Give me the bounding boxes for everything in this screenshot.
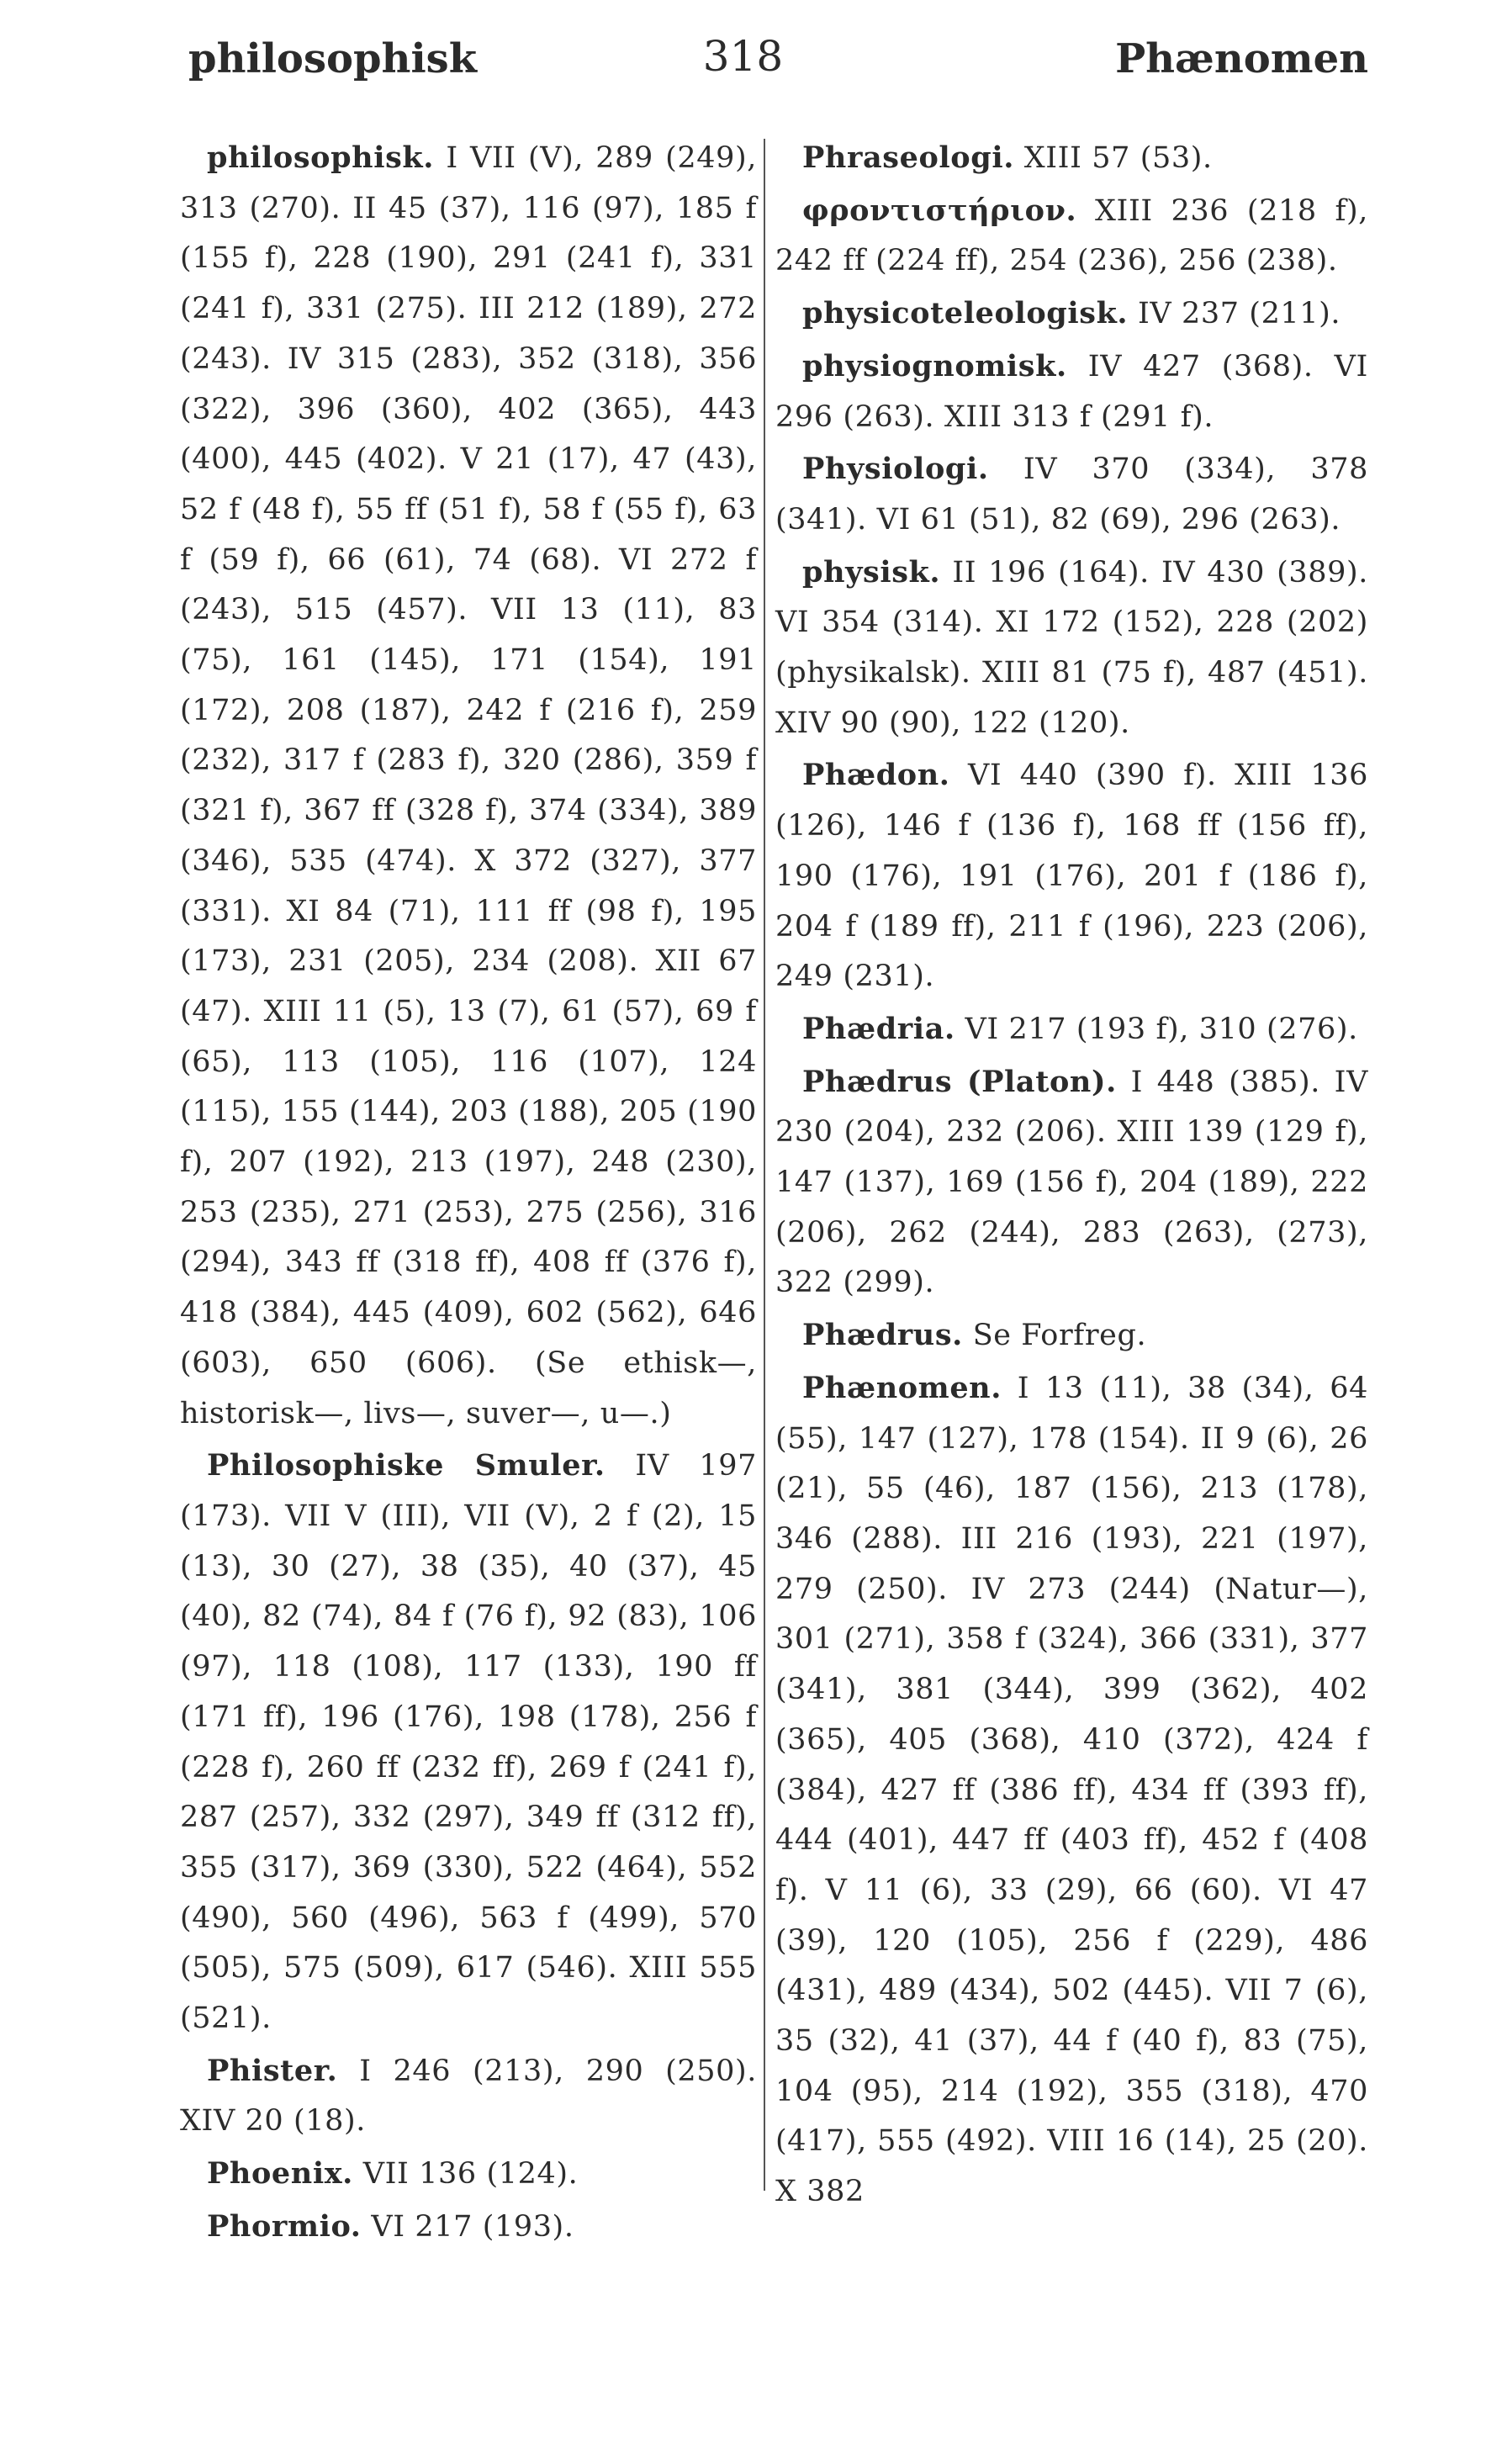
entry-references: Se Forfreg.	[972, 1319, 1147, 1353]
index-entry	[180, 2149, 757, 2200]
page-header	[0, 32, 1486, 91]
entry-headword: Phædria.	[802, 1011, 955, 1046]
entry-headword: Phormio.	[207, 2208, 362, 2244]
entry-headword: φροντιστήριον.	[802, 193, 1077, 228]
entry-references: IV 427 (368). VI 296 (263). XIII 313 f (291 f).	[775, 349, 1368, 434]
index-entry	[180, 1441, 757, 2044]
entry-headword: physisk.	[802, 554, 941, 590]
entry-references: VII 136 (124).	[362, 2157, 579, 2192]
entry-references: I 13 (11), 38 (34), 64 (55), 147 (127), 178 (154). II 9 (6), 26 (21), 55 (46), 187 (156), 213 (178), 346 (288). III 216 (193), 221 (197), 279 (250). IV 273 (244) (Natur—), 301 (271), 358 f (324), 366 (331), 377 (341), 381 (344), 399 (362), 402 (365), 405 (368), 410 (372), 424 f (384), 427 ff (386 ff), 434 ff (393 ff), 444 (401), 447 ff (403 ff), 452 f (408 f). V 11 (6), 33 (29), 66 (60). VI 47 (39), 120 (105), 256 f (229), 486 (431), 489 (434), 502 (445). VII 7 (6), 35 (32), 41 (37), 44 f (40 f), 83 (75), 104 (95), 214 (192), 355 (318), 470 (417), 555 (492). VIII 16 (14), 25 (20). X 382	[775, 1371, 1368, 2209]
index-entry	[180, 2046, 757, 2147]
left-column	[180, 133, 757, 2255]
index-entry	[775, 444, 1368, 545]
index-entry	[775, 1363, 1368, 2218]
entry-headword: Phædon.	[802, 758, 950, 793]
entry-references: IV 370 (334), 378 (341). VI 61 (51), 82 (69), 296 (263).	[775, 452, 1368, 537]
column-divider	[764, 139, 765, 2191]
running-head-left: philosophisk	[188, 35, 477, 82]
entry-headword: Physiologi.	[802, 452, 989, 487]
index-entry	[775, 547, 1368, 749]
index-entry	[775, 1310, 1368, 1362]
page-number: 318	[702, 32, 784, 81]
entry-references: VI 440 (390 f). XIII 136 (126), 146 f (136 f), 168 ff (156 ff), 190 (176), 191 (176), 201 f (186 f), 204 f (189 ff), 211 f (196), 223 (206), 249 (231).	[775, 759, 1368, 994]
index-entry	[775, 1004, 1368, 1055]
entry-references: I 448 (385). IV 230 (204), 232 (206). XIII 139 (129 f), 147 (137), 169 (156 f), 204 (189), 222 (206), 262 (244), 283 (263), (273), 322 (299).	[775, 1065, 1368, 1300]
entry-references: I 246 (213), 290 (250). XIV 20 (18).	[180, 2054, 757, 2139]
index-entry	[180, 133, 757, 1439]
index-entry	[775, 186, 1368, 287]
entry-references: VI 217 (193 f), 310 (276).	[965, 1012, 1358, 1046]
entry-headword: Phoenix.	[207, 2156, 353, 2192]
entry-headword: Phænomen.	[802, 1370, 1002, 1405]
running-head-right: Phænomen	[1115, 35, 1368, 82]
index-entry	[775, 1057, 1368, 1309]
entry-headword: physiognomisk.	[802, 348, 1067, 383]
index-entry	[775, 341, 1368, 442]
entry-references: I VII (V), 289 (249), 313 (270). II 45 (37), 116 (97), 185 f (155 f), 228 (190), 291 (241 f), 331 (241 f), 331 (275). III 212 (189), 272 (243). IV 315 (283), 352 (318), 356 (322), 396 (360), 402 (365), 443 (400), 445 (402). V 21 (17), 47 (43), 52 f (48 f), 55 ff (51 f), 58 f (55 f), 63 f (59 f), 66 (61), 74 (68). VI 272 f (243), 515 (457). VII 13 (11), 83 (75), 161 (145), 171 (154), 191 (172), 208 (187), 242 f (216 f), 259 (232), 317 f (283 f), 320 (286), 359 f (321 f), 367 ff (328 f), 374 (334), 389 (346), 535 (474). X 372 (327), 377 (331). XI 84 (71), 111 ff (98 f), 195 (173), 231 (205), 234 (208). XII 67 (47). XIII 11 (5), 13 (7), 61 (57), 69 f (65), 113 (105), 116 (107), 124 (115), 155 (144), 203 (188), 205 (190 f), 207 (192), 213 (197), 248 (230), 253 (235), 271 (253), 275 (256), 316 (294), 343 ff (318 ff), 408 ff (376 f), 418 (384), 445 (409), 602 (562), 646 (603), 650 (606). (Se ethisk—, historisk—, livs—, suver—, u—.)	[180, 141, 757, 1430]
entry-headword: Phister.	[207, 2053, 338, 2088]
index-entry	[775, 288, 1368, 340]
index-entry	[775, 133, 1368, 184]
index-entry	[775, 750, 1368, 1002]
entry-headword: philosophisk.	[207, 140, 435, 175]
entry-references: IV 237 (211).	[1137, 297, 1341, 331]
entry-headword: Philosophiske Smuler.	[207, 1448, 606, 1483]
entry-references: II 196 (164). IV 430 (389). VI 354 (314). XI 172 (152), 228 (202) (physikalsk). XIII 81 (75 f), 487 (451). XIV 90 (90), 122 (120).	[775, 555, 1368, 740]
entry-references: IV 197 (173). VII V (III), VII (V), 2 f (2), 15 (13), 30 (27), 38 (35), 40 (37), 45 (40), 82 (74), 84 f (76 f), 92 (83), 106 (97), 118 (108), 117 (133), 190 ff (171 ff), 196 (176), 198 (178), 256 f (228 f), 260 ff (232 ff), 269 f (241 f), 287 (257), 332 (297), 349 ff (312 ff), 355 (317), 369 (330), 522 (464), 552 (490), 560 (496), 563 f (499), 570 (505), 575 (509), 617 (546). XIII 555 (521).	[180, 1449, 757, 2036]
entry-references: XIII 236 (218 f), 242 ff (224 ff), 254 (236), 256 (238).	[775, 193, 1368, 278]
right-column	[775, 133, 1368, 2219]
entry-headword: Phædrus.	[802, 1318, 963, 1353]
entry-references: VI 217 (193).	[371, 2209, 574, 2244]
entry-headword: physicoteleologisk.	[802, 296, 1129, 331]
index-entry	[180, 2202, 757, 2253]
entry-references: XIII 57 (53).	[1023, 141, 1213, 175]
entry-headword: Phraseologi.	[802, 140, 1014, 175]
entry-headword: Phædrus (Platon).	[802, 1064, 1117, 1099]
